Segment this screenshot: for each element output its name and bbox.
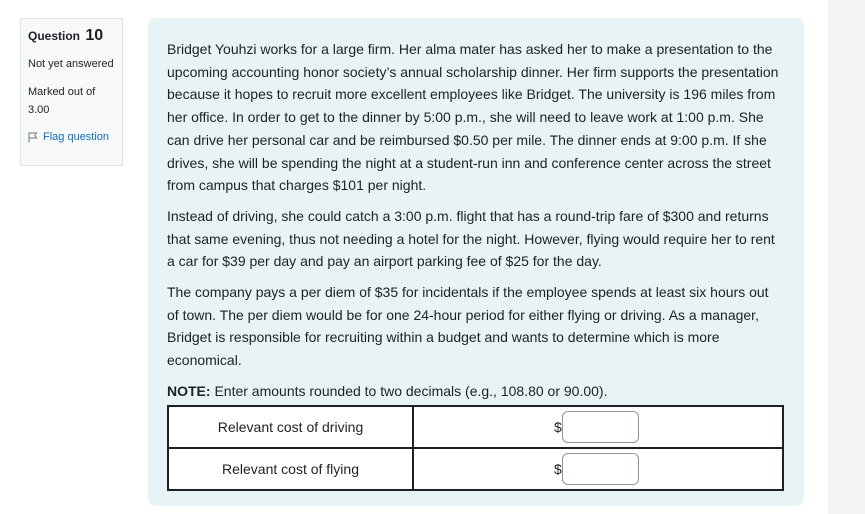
page-side-strip [828,0,865,514]
currency-symbol: $ [554,461,562,477]
row-label-driving: Relevant cost of driving [168,406,413,448]
currency-symbol: $ [554,419,562,435]
row-value-cell [413,406,783,448]
table-row [168,406,783,448]
question-state: Not yet answered [28,58,114,70]
flag-question-link[interactable] [28,131,115,143]
note-text [167,380,784,403]
note-label: NOTE: [167,382,211,399]
question-grade: Marked out of 3.00 [28,86,96,116]
answer-table [167,405,784,491]
question-paragraph-2: Instead of driving, she could catch a 3:00 p.m. flight that has a round-trip fare of $300 and returns that same evening, thus not needing a hotel for the night. However, flying would require her to rent a car for $39 per day and pay an airport parking fee of $25 for the day. [167,207,775,270]
question-paragraph-1: Bridget Youhzi works for a large firm. Her alma mater has asked her to make a presentation to the upcoming accounting honor society’s annual scholarship dinner. Her firm supports the presentation because it hopes to recruit more excellent employees like Bridget. The university is 196 miles from her office. In order to get to the dinner by 5:00 p.m., she will need to leave work at 1:00 p.m. She can drive her personal car and be reimbursed $0.50 per mile. The dinner ends at 9:00 p.m. If she drives, she will be spending the night at a student-run inn and conference center across the street from campus that charges $101 per night. [167,41,779,194]
row-label-flying: Relevant cost of flying [168,448,413,490]
flag-icon [28,132,38,143]
question-title [28,27,115,45]
table-row [168,448,783,490]
question-label: Question [28,29,81,43]
driving-cost-input[interactable] [562,411,639,443]
row-value-cell [413,448,783,490]
question-paragraph-3: The company pays a per diem of $35 for incidentals if the employee spends at least six hours out of town. The per diem would be for one 24-hour period for either flying or driving. As a manager, Bridget is responsible for recruiting within a budget and wants to determine which is more economical. [167,284,769,369]
note-body: Enter amounts rounded to two decimals (e.g., 108.80 or 90.00). [210,382,608,399]
flag-question-label: Flag question [43,131,110,143]
question-number: 10 [85,27,104,44]
flying-cost-input[interactable] [562,453,639,485]
question-info-panel [20,18,123,166]
